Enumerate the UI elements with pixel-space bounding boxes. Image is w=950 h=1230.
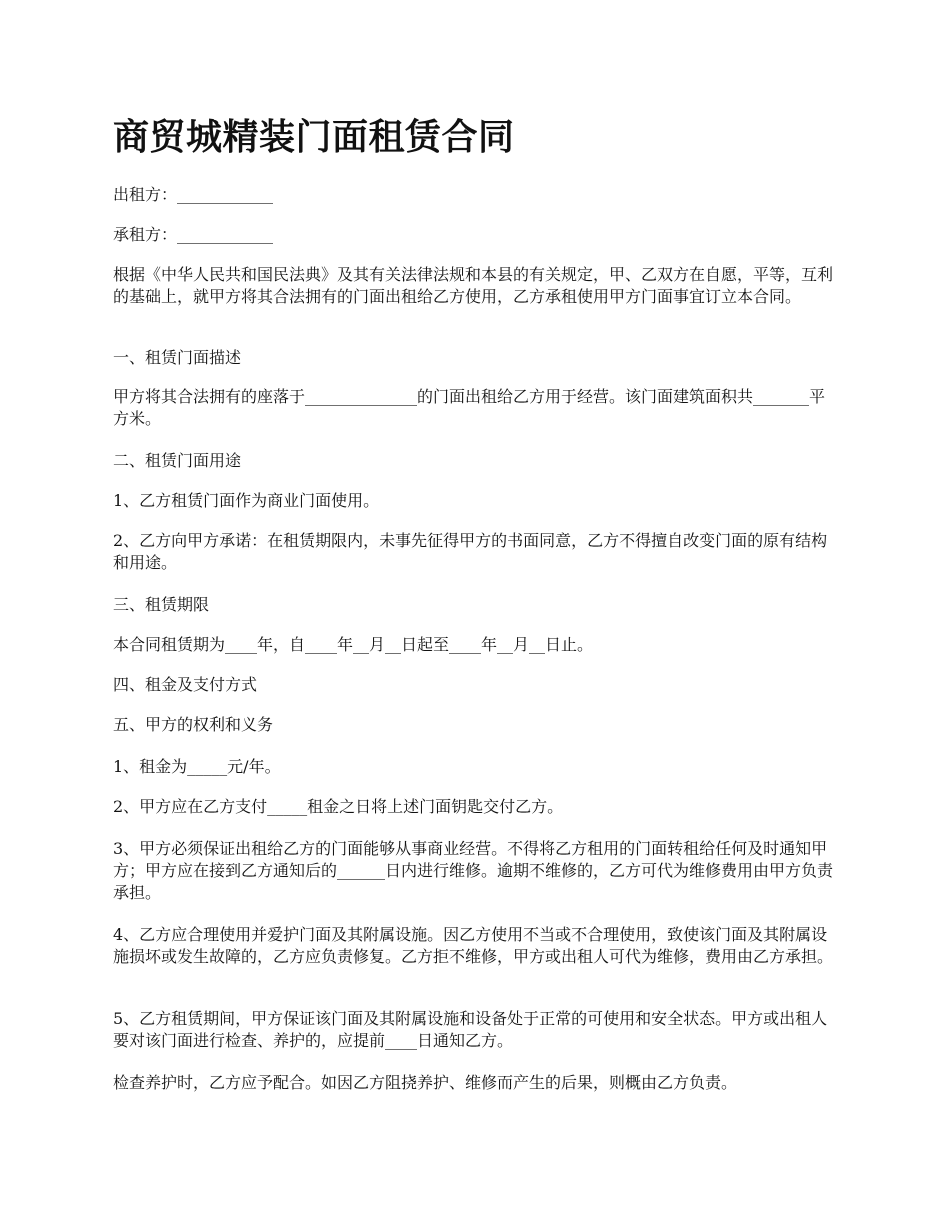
- section-5-item-5: 5、乙方租赁期间，甲方保证该门面及其附属设施和设备处于正常的可使用和安全状态。甲方或出租人要对该门面进行检查、养护的，应提前____日通知乙方。: [113, 1009, 828, 1050]
- section-2-item-2: 2、乙方向甲方承诺：在租赁期限内，未事先征得甲方的书面同意，乙方不得擅自改变门面的原有结构和用途。: [113, 531, 828, 572]
- section-heading-4: 四、租金及支付方式: [113, 675, 258, 694]
- section-5-item-1: 1、租金为_____元/年。: [113, 757, 281, 776]
- section-heading-1: 一、租赁门面描述: [113, 348, 242, 367]
- section-3-paragraph: 本合同租赁期为____年，自____年__月__日起至____年__月__日止。: [113, 635, 594, 654]
- inspection-paragraph: 检查养护时，乙方应予配合。如因乙方阻挠养护、维修而产生的后果，则概由乙方负责。: [113, 1073, 738, 1092]
- lessor-line: 出租方：____________: [113, 185, 274, 204]
- section-heading-5: 五、甲方的权利和义务: [113, 715, 274, 734]
- section-5-item-4: 4、乙方应合理使用并爱护门面及其附属设施。因乙方使用不当或不合理使用，致使该门面及其附属设施损坏或发生故障的，乙方应负责修复。乙方拒不维修，甲方或出租人可代为维修，费用由乙方承担。: [113, 925, 834, 966]
- section-2-item-1: 1、乙方租赁门面作为商业门面使用。: [113, 491, 380, 510]
- lessee-line: 承租方：____________: [113, 225, 274, 244]
- section-5-item-3: 3、甲方必须保证出租给乙方的门面能够从事商业经营。不得将乙方租用的门面转租给任何及时通知甲方；甲方应在接到乙方通知后的______日内进行维修。逾期不维修的，乙方可代为维修费用由甲方负责承担。: [113, 839, 834, 902]
- preamble-paragraph: 根据《中华人民共和国民法典》及其有关法律法规和本县的有关规定，甲、乙双方在自愿，平等，互利的基础上，就甲方将其合法拥有的门面出租给乙方使用，乙方承租使用甲方门面事宜订立本合同。: [113, 265, 834, 306]
- section-5-item-2: 2、甲方应在乙方支付_____租金之日将上述门面钥匙交付乙方。: [113, 797, 564, 816]
- document-body: [113, 112, 837, 1092]
- section-1-paragraph: 甲方将其合法拥有的座落于______________的门面出租给乙方用于经营。该门面建筑面积共_______平方米。: [113, 387, 826, 428]
- section-heading-3: 三、租赁期限: [113, 595, 210, 614]
- document-title: 商贸城精装门面租赁合同: [113, 116, 515, 158]
- section-heading-2: 二、租赁门面用途: [113, 451, 242, 470]
